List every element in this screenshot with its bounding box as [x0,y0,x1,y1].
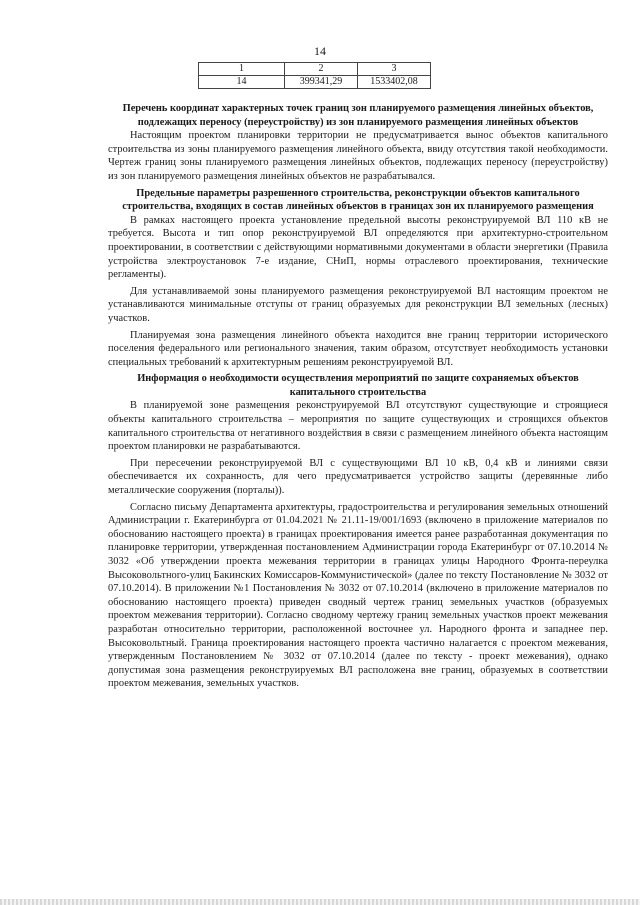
paragraph: Настоящим проектом планировки территории не предусматривается вынос объектов капитального строительства из зоны планируемого размещения линейного объекта, ввиду отсутствия такой необходимости. Чертеж границ зоны планируемого размещения линейных объектов, подлежащих переносу (переустройству) из зон планируемого размещения линейных объектов не разрабатывался. [108,130,608,182]
paragraph: Согласно письму Департамента архитектуры, градостроительства и регулирования земельных отношений Администрации г. Екатеринбурга от 01.04.2021 № 21.11-19/001/1693 (включено в приложение материалов по обоснованию настоящего проекта) в границах проектирования имеется ранее разработанная документация по планировке территории, утвержденная постановлением Администрации города Екатеринбург от 07.10.2014 № 3032 «Об утверждении проекта межевания территории в границах улицы Народного Фронта-переулка Высоковольтного-улиц Бакинских Комиссаров-Коммунистической» (далее по тексту Постановление № 3032 от 07.10.2014). В приложении №1 Постановления № 3032 от 07.10.2014 (включено в приложение материалов по обоснованию настоящего проекта) приведен сводный чертеж границ земельных участков (образуемых проектом межевания территории). Согласно сводному чертежу границ земельных участков проект межевания разработан относительно территории, расположенной восточнее ул. Народного фронта и западнее пер. Высоковольтный. Граница проектирования настоящего проекта частично налагается с проектом межевания, утвержденным Постановлением № 3032 от 07.10.2014 (далее по тексту - проект межевания), однако допустимая зона размещения реконструируемых ВЛ расположена вне границ, образуемых в соответствии проектом межевания, земельных участков. [108,501,608,690]
section-heading: Информация о необходимости осуществления мероприятий по защите сохраняемых объектов капитального строительства [137,373,579,398]
section-coordinates [108,102,608,184]
table-header-cell: 1 [199,63,285,76]
scan-edge [0,899,640,905]
paragraph: В рамках настоящего проекта установление предельной высоты реконструируемой ВЛ 110 кВ не требуется. Высота и тип опор реконструируемой ВЛ определяются при архитектурно-строительном проектировании, в соответствии с действующими нормативными документами в области энергетики (Правила устройства электроустановок 7-е издание, СНиП, нормы отраслевого проектирования, технические регламенты). [108,214,608,281]
table-row [199,76,431,89]
paragraph: Планируемая зона размещения линейного объекта находится вне границ территории исторического поселения федерального или регионального значения, таким образом, отсутствует необходимость установки специальных требований к архитектурным решениям реконструируемой ВЛ. [108,329,608,368]
section-heading: Перечень координат характерных точек границ зон планируемого размещения линейных объектов, подлежащих переносу (переустройству) из зон планируемого размещения линейных объектов [122,103,594,128]
paragraph: В планируемой зоне размещения реконструируемой ВЛ отсутствуют существующие и строящиеся объекты капитального строительства – мероприятия по защите существующих и строящихся объектов капитального строительства от негативного воздействия в связи с размещением линейного объекта настоящим проектом планировки не разрабатываются. [108,400,608,453]
section-heading: Предельные параметры разрешенного строительства, реконструкции объектов капитального строительства, входящих в состав линейных объектов в границах зон их планируемого размещения [122,187,594,213]
paragraph: При пересечении реконструируемой ВЛ с существующими ВЛ 10 кВ, 0,4 кВ и линиями связи обеспечивается их сохранность, для чего предусматривается устройство защиты (деревянные либо металлические сооружения (порталы)). [108,457,608,497]
table-cell-y: 1533402,08 [358,76,431,89]
paragraph: Для устанавливаемой зоны планируемого размещения реконструируемой ВЛ настоящим проектом не устанавливаются минимальные отступы от границ образуемых для реконструкции ВЛ земельных (лесных) участков. [108,285,608,324]
table-header-cell: 3 [358,63,431,76]
table-cell-x: 399341,29 [285,76,358,89]
page-number: 14 [314,44,326,58]
section-parameters [108,187,608,370]
table-header-row [199,63,431,76]
document-body [108,102,608,694]
table-header-cell: 2 [285,63,358,76]
coordinates-table [198,62,431,89]
section-protection [108,372,608,691]
table-cell-point: 14 [199,76,285,89]
